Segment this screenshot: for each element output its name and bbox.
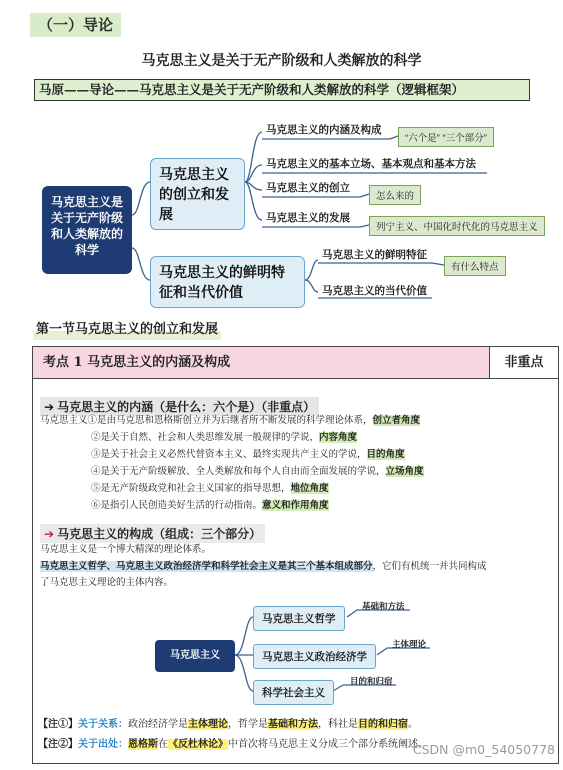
main-title: 马克思主义是关于无产阶级和人类解放的科学 (141, 52, 422, 68)
point-title: 考点 1 马克思主义的内涵及构成 (33, 347, 490, 379)
section-tag: （一）导论 (30, 13, 121, 37)
note-2: 【注②】关于出处：恩格斯在《反杜林论》中首次将马克思主义分成三个部分系统阐述。 (38, 739, 428, 750)
tag-foundation-method: 基础和方法 (362, 601, 405, 611)
connotation-item-1: 马克思主义①是由马克思和恩格斯创立并为后继者所不断发展的科学理论体系，创立者角度 (40, 415, 421, 426)
point-level: 非重点 (490, 347, 558, 379)
item-development: 马克思主义的发展 (266, 212, 350, 224)
note-leninism-sinicized: 列宁主义、中国化时代化的马克思主义 (369, 216, 545, 236)
item-contemporary-value: 马克思主义的当代价值 (322, 285, 427, 297)
item-distinct-features: 马克思主义的鲜明特征 (322, 249, 427, 261)
section-title: 第一节马克思主义的创立和发展 (33, 320, 221, 340)
connotation-heading: ➔ 马克思主义的内涵（是什么：六个是）（非重点） (40, 397, 319, 416)
composition-root: 马克思主义 (155, 640, 235, 672)
connotation-item-5: ⑤是无产阶级政党和社会主义国家的指导思想，地位角度 (91, 483, 329, 494)
note-how-it-came: 怎么来的 (369, 185, 421, 205)
connotation-item-2: ②是关于自然、社会和人类思维发展一般规律的学说，内容角度 (91, 432, 358, 443)
branch-founding-development: 马克思主义的创立和发展 (150, 158, 245, 230)
connotation-item-3: ③是关于社会主义必然代替资本主义、最终实现共产主义的学说，目的角度 (91, 449, 405, 460)
node-political-economy: 马克思主义政治经济学 (253, 644, 376, 669)
composition-line-1: 马克思主义是一个博大精深的理论体系。 (40, 544, 212, 555)
tag-main-theory: 主体理论 (392, 639, 427, 649)
note-six-three: “六个是” “三个部分” (398, 127, 494, 147)
arrow-right-icon: ➔ (44, 527, 55, 541)
composition-line-2: 马克思主义哲学、马克思主义政治经济学和科学社会主义是其三个基本组成部分，它们有机统一并共同构成 (40, 561, 487, 572)
item-stance-views-methods: 马克思主义的基本立场、基本观点和基本方法 (266, 158, 476, 170)
tag-purpose-destination: 目的和归宿 (350, 676, 393, 686)
framework-title-bar: 马原——导论——马克思主义是关于无产阶级和人类解放的科学（逻辑框架） (34, 79, 530, 101)
mindmap-root: 马克思主义是关于无产阶级和人类解放的科学 (42, 186, 132, 274)
arrow-right-icon: ➔ (44, 400, 55, 414)
note-1: 【注①】关于关系：政治经济学是主体理论，哲学是基础和方法，科社是目的和归宿。 (38, 719, 418, 730)
item-founding: 马克思主义的创立 (266, 182, 350, 194)
item-connotation-composition: 马克思主义的内涵及构成 (266, 124, 382, 136)
composition-heading: ➔ 马克思主义的构成（组成：三个部分） (40, 524, 265, 543)
composition-line-3: 了马克思主义理论的主体内容。 (40, 577, 174, 588)
node-philosophy: 马克思主义哲学 (253, 606, 345, 631)
note-what-features: 有什么特点 (444, 256, 506, 276)
watermark: CSDN @m0_54050778 (412, 742, 555, 757)
connotation-item-6: ⑥是指引人民创造美好生活的行动指南。意义和作用角度 (91, 500, 329, 511)
node-scientific-socialism: 科学社会主义 (253, 680, 334, 705)
connotation-item-4: ④是关于无产阶级解放、全人类解放和每个人自由而全面发展的学说，立场角度 (91, 466, 424, 477)
branch-features-value: 马克思主义的鲜明特征和当代价值 (150, 256, 305, 308)
